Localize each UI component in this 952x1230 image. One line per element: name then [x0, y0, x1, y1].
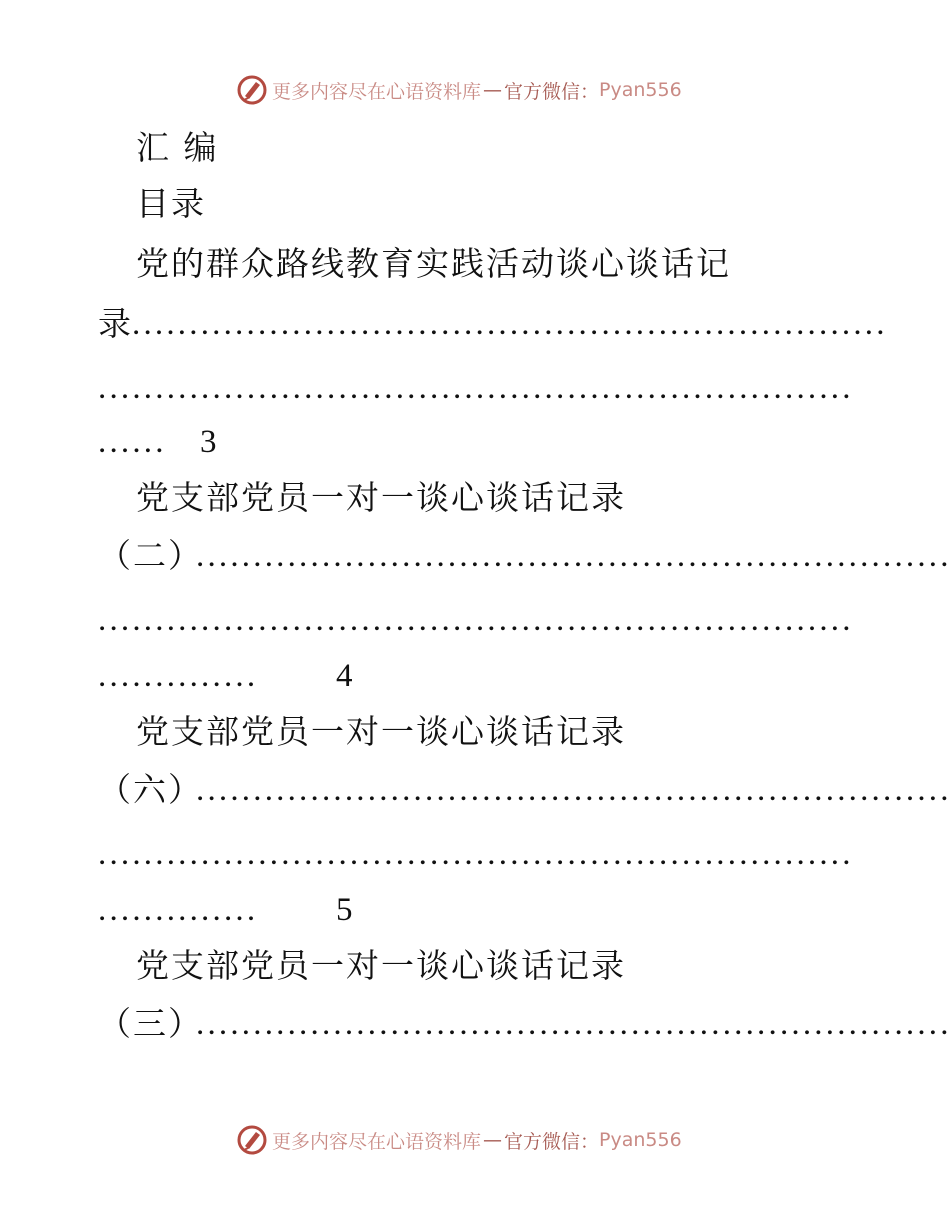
toc-entry-3-tail: （六） [98, 770, 203, 809]
toc-entry-2-title: 党支部党员一对一谈心谈话记录 [136, 478, 626, 517]
watermark-wechat-label: 官方微信： [504, 1130, 600, 1153]
toc-entry-4-title: 党支部党员一对一谈心谈话记录 [136, 946, 626, 985]
toc-entry-3-title: 党支部党员一对一谈心谈话记录 [136, 712, 626, 751]
watermark-header [236, 73, 682, 107]
doc-title: 汇 编 [136, 128, 219, 167]
logo-icon [236, 74, 268, 106]
watermark-wechat-id: Pyan556 [599, 1129, 682, 1151]
toc-entry-3-leader: .................................................................. [98, 836, 854, 872]
watermark-wechat-label: 官方微信： [504, 80, 600, 103]
toc-entry-4-leader: .................................................................. [196, 1006, 952, 1042]
toc-heading: 目录 [136, 184, 206, 223]
toc-entry-3-leader: .............. [98, 892, 259, 928]
toc-entry-1-leader: ...... [98, 424, 167, 460]
toc-entry-1-page: 3 [200, 424, 219, 460]
watermark-site: 更多内容尽在心语资料库 [272, 1130, 482, 1153]
watermark-dash: — [483, 1129, 503, 1151]
watermark-wechat-id: Pyan556 [599, 79, 682, 101]
toc-entry-2-leader: .............. [98, 658, 259, 694]
toc-entry-4-tail: （三） [98, 1004, 203, 1043]
watermark-footer [236, 1123, 682, 1157]
logo-icon [236, 1124, 268, 1156]
toc-entry-2-leader: .................................................................. [196, 538, 952, 574]
toc-entry-1-leader: .................................................................. [98, 370, 854, 406]
toc-entry-1-leader: .................................................................. [132, 306, 888, 342]
toc-entry-3-page: 5 [336, 892, 355, 928]
watermark-site: 更多内容尽在心语资料库 [272, 80, 482, 103]
toc-entry-2-page: 4 [336, 658, 355, 694]
toc-entry-2-leader: .................................................................. [98, 602, 854, 638]
toc-entry-3-leader: .................................................................. [196, 772, 952, 808]
toc-entry-1-tail: 录 [98, 304, 133, 343]
watermark-dash: — [483, 79, 503, 101]
toc-entry-1-title: 党的群众路线教育实践活动谈心谈话记 [136, 244, 731, 283]
toc-entry-2-tail: （二） [98, 536, 203, 575]
